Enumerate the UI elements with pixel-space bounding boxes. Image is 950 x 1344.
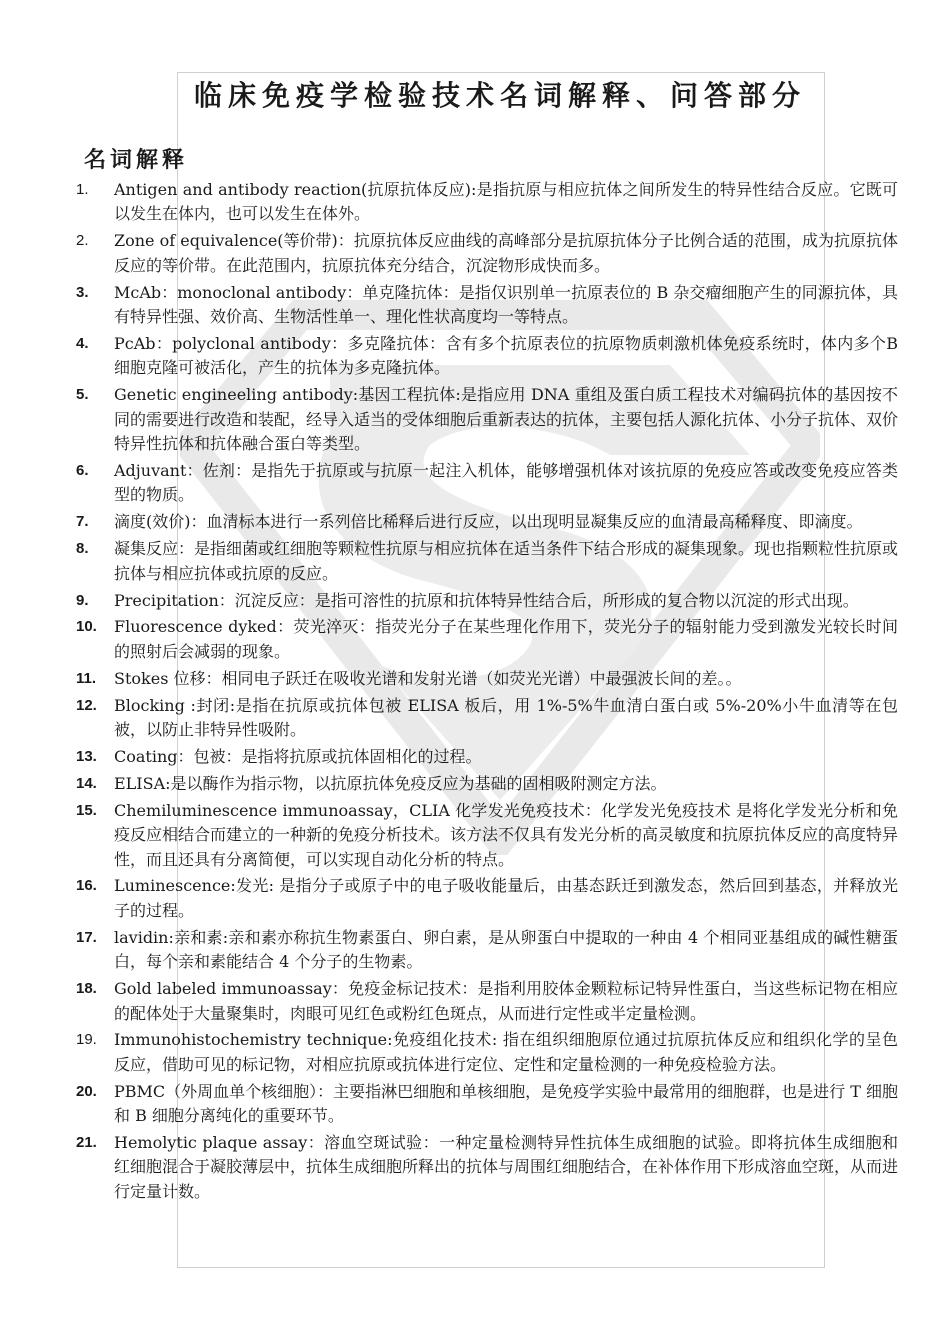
- item-text: lavidin:亲和素:亲和素亦称抗生物素蛋白、卵白素，是从卵蛋白中提取的一种由 4 个相同亚基组成的碱性糖蛋白，每个亲和素能结合 4 个分子的生物素。: [114, 927, 898, 972]
- list-item: [76, 615, 898, 664]
- list-item: [76, 589, 898, 613]
- item-text: Stokes 位移：相同电子跃迁在吸收光谱和发射光谱（如荧光光谱）中最强波长间的差。。: [114, 668, 742, 688]
- item-text: Blocking :封闭:是指在抗原或抗体包被 ELISA 板后，用 1%-5%牛血清白蛋白或 5%-20%小牛血清等在包被，以防止非特异性吸附。: [114, 695, 898, 740]
- item-number: 14.: [76, 774, 97, 792]
- item-text: Coating：包被：是指将抗原或抗体固相化的过程。: [114, 746, 482, 766]
- item-number: 7.: [76, 513, 89, 531]
- list-item: [76, 281, 898, 330]
- list-item: [76, 1131, 898, 1204]
- item-number: 9.: [76, 591, 89, 609]
- list-item: [76, 772, 898, 796]
- list-item: [76, 510, 898, 534]
- list-item: [76, 383, 898, 456]
- list-item: [76, 926, 898, 975]
- item-number: 13.: [76, 747, 97, 765]
- item-number: 2.: [76, 232, 89, 250]
- item-number: 8.: [76, 540, 89, 558]
- list-item: [76, 459, 898, 508]
- item-text: Precipitation：沉淀反应：是指可溶性的抗原和抗体特异性结合后，所形成的复合物以沉淀的形式出现。: [114, 590, 859, 610]
- item-number: 11.: [76, 669, 97, 687]
- item-number: 1.: [76, 181, 89, 198]
- item-text: Genetic engineeling antibody:基因工程抗体:是指应用 DNA 重组及蛋白质工程技术对编码抗体的基因按不同的需要进行改造和装配，经导入适当的受体细胞后重新表达的抗体，主要包括人源化抗体、小分子抗体、双价特异性抗体和抗体融合蛋白等类型。: [114, 385, 899, 454]
- list-item: [76, 229, 898, 278]
- list-item: [76, 178, 898, 227]
- list-item: [76, 694, 898, 743]
- item-number: 3.: [76, 283, 89, 301]
- item-text: Gold labeled immunoassay：免疫金标记技术：是指利用胶体金颗粒标记特异性蛋白，当这些标记物在相应的配体处于大量聚集时，肉眼可见红色或粉红色斑点，从而进行定性或半定量检测。: [114, 979, 898, 1023]
- item-number: 16.: [76, 877, 97, 895]
- item-number: 10.: [76, 618, 97, 636]
- list-item: [76, 332, 898, 381]
- item-text: Zone of equivalence(等价带)：抗原抗体反应曲线的高峰部分是抗原抗体分子比例合适的范围，成为抗原抗体反应的等价带。在此范围内，抗原抗体充分结合，沉淀物形成快而多。: [114, 231, 898, 275]
- item-text: 凝集反应：是指细菌或红细胞等颗粒性抗原与相应抗体在适当条件下结合形成的凝集现象。现也指颗粒性抗原或抗体与相应抗体或抗原的反应。: [114, 539, 899, 583]
- list-item: [76, 977, 898, 1026]
- term-list: [76, 178, 898, 1207]
- item-text: Immunohistochemistry technique:免疫组化技术: 指在组织细胞原位通过抗原抗体反应和组织化学的呈色反应，借助可见的标记物，对相应抗原或抗体进行定位、定性和定量检测的一种免疫检验方法。: [114, 1030, 898, 1074]
- item-number: 15.: [76, 801, 97, 819]
- section-heading: 名词解释: [84, 147, 189, 173]
- item-text: 滴度(效价)：血清标本进行一系列倍比稀释后进行反应，以出现明显凝集反应的血清最高稀释度、即滴度。: [114, 512, 863, 532]
- item-number: 21.: [76, 1134, 97, 1152]
- item-text: PBMC（外周血单个核细胞）：主要指淋巴细胞和单核细胞，是免疫学实验中最常用的细胞群，也是进行 T 细胞和 B 细胞分离纯化的重要环节。: [114, 1081, 898, 1126]
- item-number: 12.: [76, 696, 97, 714]
- page-title: 临床免疫学检验技术名词解释、问答部分: [193, 79, 806, 112]
- item-number: 18.: [76, 980, 97, 998]
- item-text: McAb：monoclonal antibody：单克隆抗体：是指仅识别单一抗原表位的 B 杂交瘤细胞产生的同源抗体，具有特异性强、效价高、生物活性单一、理化性状高度均一等特点。: [114, 282, 898, 327]
- item-number: 19.: [76, 1031, 97, 1049]
- item-text: Luminescence:发光: 是指分子或原子中的电子吸收能量后，由基态跃迁到激发态，然后回到基态，并释放光子的过程。: [114, 876, 898, 920]
- item-text: Adjuvant：佐剂：是指先于抗原或与抗原一起注入机体，能够增强机体对该抗原的免疫应答或改变免疫应答类型的物质。: [114, 460, 898, 505]
- list-item: [76, 667, 898, 691]
- item-number: 20.: [76, 1082, 97, 1100]
- item-text: Hemolytic plaque assay：溶血空斑试验：一种定量检测特异性抗体生成细胞的试验。即将抗体生成细胞和红细胞混合于凝胶薄层中，抗体生成细胞所释出的抗体与周围红细胞结合，在补体作用下形成溶血空斑，从而进行定量计数。: [114, 1133, 899, 1201]
- item-text: Fluorescence dyked：荧光淬灭：指荧光分子在某些理化作用下，荧光分子的辐射能力受到激发光较长时间的照射后会减弱的现象。: [114, 617, 898, 661]
- item-text: Antigen and antibody reaction(抗原抗体反应):是指抗原与相应抗体之间所发生的特异性结合反应。它既可以发生在体内，也可以发生在体外。: [114, 180, 898, 224]
- item-text: ELISA:是以酶作为指示物，以抗原抗体免疫反应为基础的固相吸附测定方法。: [114, 773, 667, 793]
- item-number: 5.: [76, 386, 89, 404]
- item-text: Chemiluminescence immunoassay，CLIA 化学发光免疫技术：化学发光免疫技术 是将化学发光分析和免疫反应相结合而建立的一种新的免疫分析技术。该方法不仅具有发光分析的高灵敏度和抗原抗体反应的高度特异性，而且还具有分离简便，可以实现自动化分析的特点。: [114, 800, 899, 869]
- item-number: 17.: [76, 928, 97, 946]
- item-number: 6.: [76, 461, 89, 479]
- list-item: [76, 799, 898, 872]
- list-item: [76, 745, 898, 769]
- item-text: PcAb：polyclonal antibody：多克隆抗体：含有多个抗原表位的抗原物质刺激机体免疫系统时，体内多个B 细胞克隆可被活化，产生的抗体为多克隆抗体。: [114, 333, 898, 378]
- item-number: 4.: [76, 334, 89, 352]
- list-item: [76, 874, 898, 923]
- list-item: [76, 1028, 898, 1077]
- list-item: [76, 1080, 898, 1129]
- list-item: [76, 537, 898, 586]
